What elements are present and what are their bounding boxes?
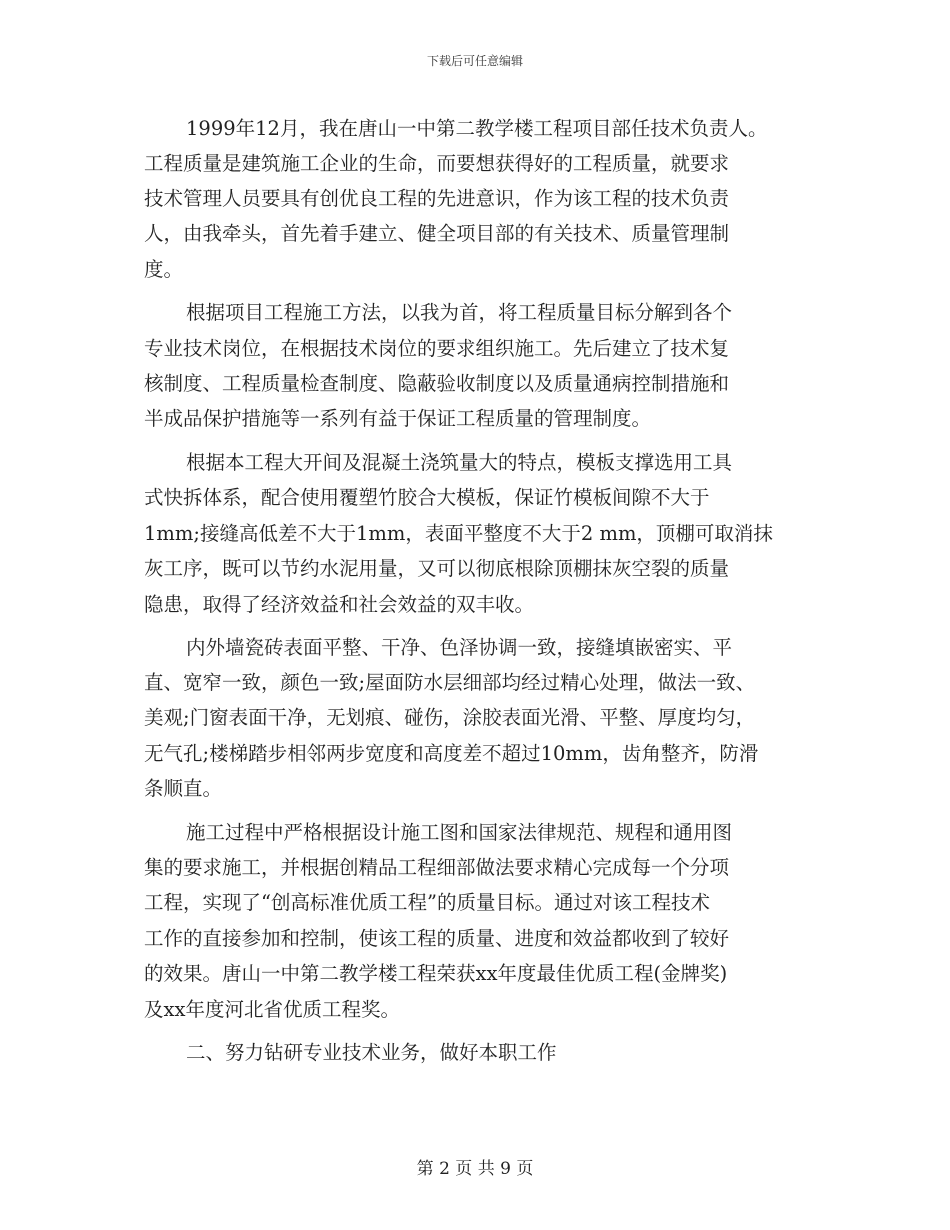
page-number: 第 2 页 共 9 页 [416, 1159, 534, 1179]
text-line: 技术管理人员要具有创优良工程的先进意识，作为该工程的技术负责 [144, 187, 730, 210]
text-line: 式快拆体系，配合使用覆塑竹胶合大模板，保证竹模板间隙不大于 [144, 486, 710, 509]
text-line: 人，由我牵头，首先着手建立、健全项目部的有关技术、质量管理制 [144, 222, 730, 245]
text-line: 内外墙瓷砖表面平整、干净、色泽协调一致，接缝填嵌密实、平 [186, 636, 733, 659]
text-line: 的效果。唐山一中第二教学楼工程荣获xx年度最佳优质工程(金牌奖) [144, 962, 728, 985]
text-line: 工作的直接参加和控制，使该工程的质量、进度和效益都收到了较好 [144, 927, 730, 950]
text-line: 1mm;接缝高低差不大于1mm，表面平整度不大于2 mm，顶棚可取消抹 [144, 522, 773, 545]
text-line: 无气孔;楼梯踏步相邻两步宽度和高度差不超过10mm，齿角整齐，防滑 [144, 742, 759, 765]
section-heading: 二、努力钻研专业技术业务，做好本职工作 [186, 1041, 557, 1064]
text-line: 及xx年度河北省优质工程奖。 [144, 998, 400, 1021]
text-line: 度。 [144, 258, 184, 281]
text-line: 集的要求施工，并根据创精品工程细部做法要求精心完成每一个分项 [144, 856, 730, 879]
text-line: 灰工序，既可以节约水泥用量，又可以彻底根除顶棚抹灰空裂的质量 [144, 557, 730, 580]
text-line: 专业技术岗位，在根据技术岗位的要求组织施工。先后建立了技术复 [144, 337, 730, 360]
text-line: 工程质量是建筑施工企业的生命，而要想获得好的工程质量，就要求 [144, 152, 730, 175]
text-line: 1999年12月，我在唐山一中第二教学楼工程项目部任技术负责人。 [186, 117, 768, 140]
text-line: 工程，实现了“创高标准优质工程”的质量目标。通过对该工程技术 [144, 891, 710, 914]
text-line: 施工过程中严格根据设计施工图和国家法律规范、规程和通用图 [186, 821, 733, 844]
text-line: 直、宽窄一致，颜色一致;屋面防水层细部均经过精心处理，做法一致、 [144, 671, 756, 694]
text-line: 隐患，取得了经济效益和社会效益的双丰收。 [144, 593, 535, 616]
text-line: 美观;门窗表面干净，无划痕、碰伤，涂胶表面光滑、平整、厚度均匀， [144, 706, 756, 729]
text-line: 根据本工程大开间及混凝土浇筑量大的特点，模板支撑选用工具 [186, 451, 733, 474]
text-line: 根据项目工程施工方法，以我为首，将工程质量目标分解到各个 [186, 301, 733, 324]
page-header: 下载后可任意编辑 [426, 54, 523, 68]
text-line: 核制度、工程质量检查制度、隐蔽验收制度以及质量通病控制措施和 [144, 372, 730, 395]
text-line: 条顺直。 [144, 777, 223, 800]
text-line: 半成品保护措施等一系列有益于保证工程质量的管理制度。 [144, 407, 652, 430]
